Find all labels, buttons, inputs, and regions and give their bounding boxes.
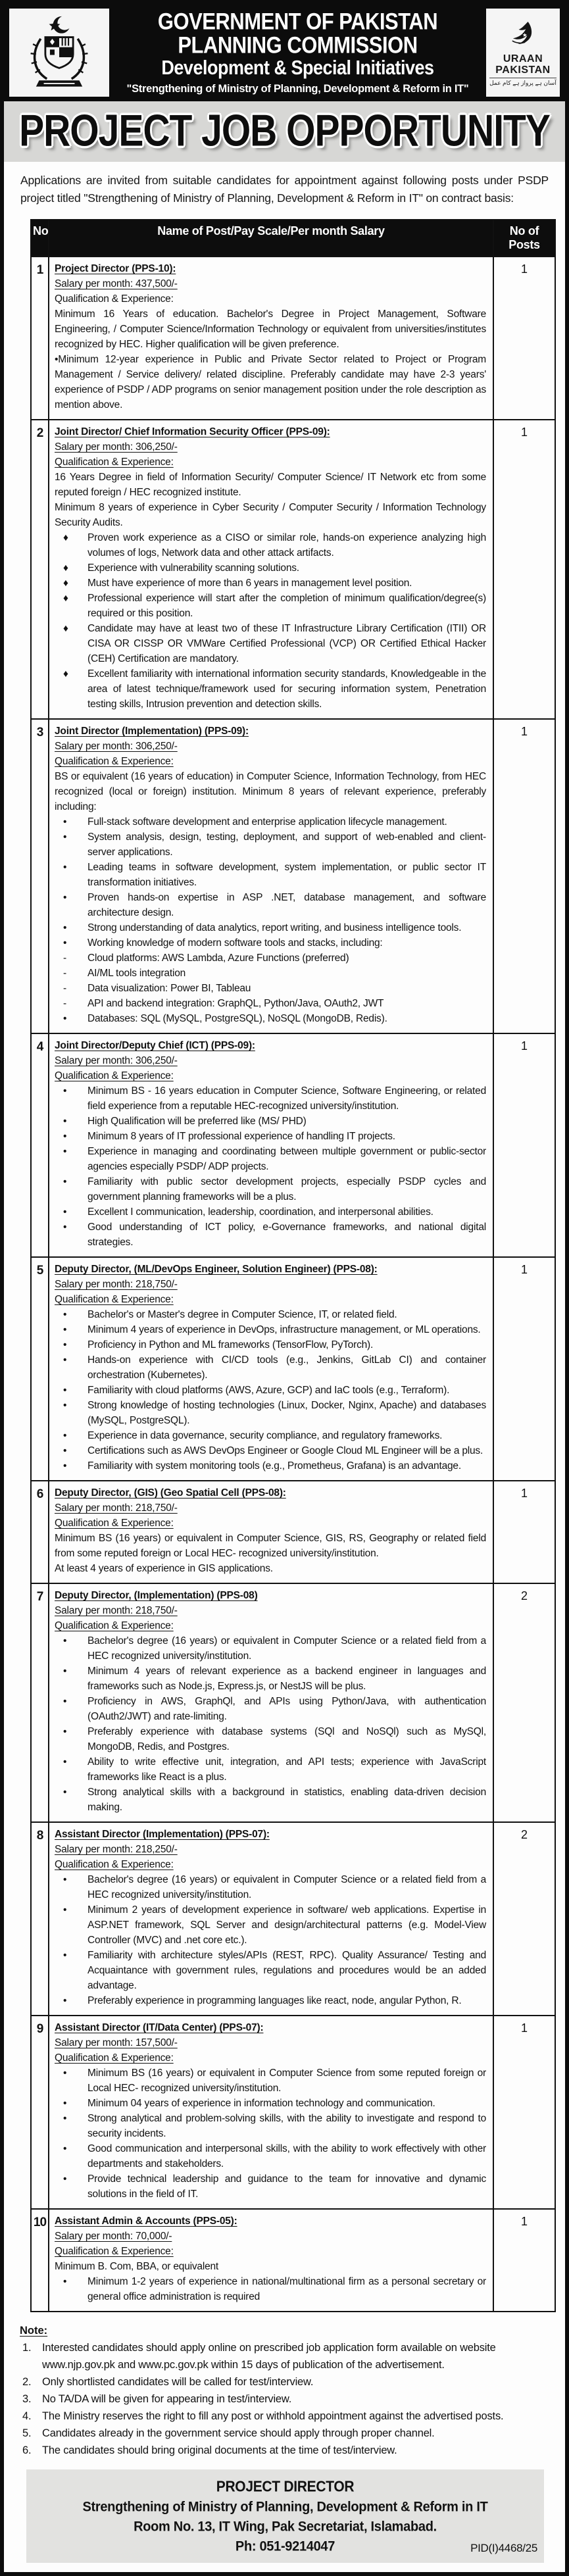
post-detail-line: - API and backend integration: GraphQL, Python/Java, OAuth2, JWT xyxy=(63,998,384,1009)
post-detail-line: • Preferably experience with database systems (SQl and NoSQl) such as MySQl, MongoDB, Redis, and Postgres. xyxy=(63,1726,486,1752)
notes-label: Note: xyxy=(20,2325,48,2337)
post-detail-line: • High Qualification will be preferred like (MS/ PHD) xyxy=(63,1116,307,1127)
post-detail-line: • Minimum BS (16 years) or equivalent in Computer Science from some reputed foreign or Local HEC- recognized university/institution. xyxy=(63,2068,486,2094)
uraan-bird-icon xyxy=(505,19,541,52)
note-item: 5. Candidates already in the government service should apply through proper channel. xyxy=(22,2427,435,2439)
post-number: 8 xyxy=(31,1822,49,2016)
post-lines xyxy=(55,2066,486,2202)
post-detail-line: • Familiarity with system monitoring tools (e.g., Prometheus, Grafana) is an advantage. xyxy=(63,1460,461,1472)
post-detail-line: • Proficiency in AWS, GraphQl, and APIs using Python/Java, with authentication (OAuth2/JWT) and rate-limiting. xyxy=(63,1696,486,1722)
post-title: Assistant Director (Implementation) (PPS-07): xyxy=(55,1829,270,1840)
post-qualification-label: Qualification & Experience: xyxy=(55,2052,174,2064)
post-count: 2 xyxy=(493,1583,555,1822)
post-salary: Salary per month: 306,250/- xyxy=(55,1055,178,1066)
post-qualification-label: Qualification & Experience: xyxy=(55,1620,174,1631)
footer-contact-box xyxy=(26,2469,544,2563)
post-number: 9 xyxy=(31,2016,49,2209)
project-title-line: "Strengthening of Ministry of Planning, Development & Reform in IT" xyxy=(126,83,469,95)
post-count: 1 xyxy=(493,1257,555,1481)
uraan-urdu-tagline: آسان ہے پرواز ہے کام عمل xyxy=(489,78,557,87)
post-detail-line: • Minimum 1-2 years of experience in national/multinational firm as a personal secretary or general office administration is required xyxy=(63,2276,486,2302)
posts-table xyxy=(30,219,556,2312)
post-details-cell xyxy=(49,420,493,719)
post-detail-line: • Hands-on experience with CI/CD tools (e.g., Jenkins, GitLab CI) and container orchestration (Kubernetes). xyxy=(63,1354,486,1381)
post-details-cell xyxy=(49,1033,493,1257)
post-count: 1 xyxy=(493,257,555,420)
post-detail-line: • Strong understanding of data analytics, report writing, and business intelligence tools. xyxy=(63,922,462,933)
post-lines xyxy=(55,769,486,1026)
pakistan-state-emblem-icon xyxy=(9,9,109,97)
post-details-cell xyxy=(49,1257,493,1481)
post-detail-line: • Minimum BS - 16 years education in Computer Science, Software Engineering, or related field experience from a reputable HEC-recognized university/institution. xyxy=(63,1085,486,1112)
post-row xyxy=(31,1033,555,1257)
post-number: 5 xyxy=(31,1257,49,1481)
post-number: 2 xyxy=(31,420,49,719)
post-details-cell xyxy=(49,2209,493,2312)
post-detail-line: • Provide technical leadership and guidance to the team for innovative and dynamic solutions in the field of IT. xyxy=(63,2173,486,2200)
post-detail-line: • Proven hands-on expertise in ASP .NET, database management, and software architecture design. xyxy=(63,892,486,918)
posts-table-header-row xyxy=(31,220,555,257)
post-title: Assistant Admin & Accounts (PPS-05): xyxy=(55,2216,237,2227)
post-details-cell xyxy=(49,1822,493,2016)
post-count: 2 xyxy=(493,1822,555,2016)
org-name-line2: PLANNING COMMISSION xyxy=(178,32,418,59)
post-detail-line: ♦ Proven work experience as a CISO or similar role, hands-on experience analyzing high volumes of logs, Network data and other attack artifacts. xyxy=(63,532,486,558)
post-details-cell xyxy=(49,1583,493,1822)
post-number: 6 xyxy=(31,1481,49,1583)
post-detail-line: • Certifications such as AWS DevOps Engineer or Google Cloud ML Engineer will be a plus. xyxy=(63,1445,483,1456)
post-salary: Salary per month: 157,500/- xyxy=(55,2037,178,2048)
post-detail-line: • Preferably experience in programming languages like react, node, angular Python, R. xyxy=(63,1995,462,2006)
post-qualification-label: Qualification & Experience: xyxy=(55,2246,174,2257)
post-detail-line: • Full-stack software development and enterprise application lifecycle management. xyxy=(63,816,447,828)
post-row xyxy=(31,420,555,719)
post-detail-line: • Bachelor's degree (16 years) or equivalent in Computer Science or a related field from a HEC recognized university/institution. xyxy=(63,1635,486,1662)
post-qualification-label: Qualification & Experience: xyxy=(55,293,174,305)
masthead-titles xyxy=(114,9,481,97)
post-salary: Salary per month: 306,250/- xyxy=(55,741,178,752)
post-detail-line: At least 4 years of experience in GIS applications. xyxy=(55,1563,273,1574)
post-title: Deputy Director, (ML/DevOps Engineer, Solution Engineer) (PPS-08): xyxy=(55,1264,378,1275)
footer-signatory: PROJECT DIRECTOR xyxy=(216,2479,355,2495)
post-number: 4 xyxy=(31,1033,49,1257)
intro-paragraph: Applications are invited from suitable candidates for appointment against following posts under PSDP project titled "Strengthening of Ministry of Planning, Development & Reform in IT" on contract basis: xyxy=(20,174,549,205)
post-salary: Salary per month: 218,750/- xyxy=(55,1279,178,1290)
post-lines xyxy=(55,1872,486,2008)
post-detail-line: • Familiarity with cloud platforms (AWS, Azure, GCP) and IaC tools (e.g., Terraform). xyxy=(63,1385,450,1396)
post-detail-line: ♦ Candidate may have at least two of these IT Infrastructure Library Certification (ITII) OR CISA OR CISSP OR VMWare Certified Professional (VCP) OR Certified Ethical Hacker (CEH) Certification are mandatory. xyxy=(63,623,486,664)
post-detail-line: • Excellent I communication, leadership, coordination, and interpersonal abilities. xyxy=(63,1206,433,1218)
post-row xyxy=(31,2209,555,2312)
post-qualification-label: Qualification & Experience: xyxy=(55,1518,174,1529)
post-detail-line: ♦ Experience with vulnerability scanning solutions. xyxy=(63,562,299,574)
uraan-pakistan-logo xyxy=(486,9,560,97)
post-detail-line: • Bachelor's degree (16 years) or equivalent in Computer Science or a related field from a HEC recognized university/institution. xyxy=(63,1874,486,1900)
post-details-cell xyxy=(49,2016,493,2209)
post-number: 1 xyxy=(31,257,49,420)
post-salary: Salary per month: 218,750/- xyxy=(55,1502,178,1514)
notes-section xyxy=(4,2316,565,2459)
title-band xyxy=(4,101,565,162)
org-dept-line: Development & Special Initiatives xyxy=(161,57,434,79)
post-count: 1 xyxy=(493,420,555,719)
post-salary: Salary per month: 70,000/- xyxy=(55,2231,172,2242)
post-count: 1 xyxy=(493,1033,555,1257)
post-lines xyxy=(55,1083,486,1250)
post-number: 3 xyxy=(31,719,49,1033)
post-salary: Salary per month: 437,500/- xyxy=(55,278,178,289)
post-details-cell xyxy=(49,1481,493,1583)
post-title: Joint Director (Implementation) (PPS-09): xyxy=(55,726,249,737)
post-row xyxy=(31,719,555,1033)
post-detail-line: • Working knowledge of modern software tools and stacks, including: xyxy=(63,937,383,949)
post-detail-line: • Familiarity with architecture styles/APIs (REST, RPC). Quality Assurance/ Testing and Acquaintance with government rules, regulations and procedures would be an added advantage. xyxy=(63,1950,486,1991)
post-salary: Salary per month: 218,750/- xyxy=(55,1605,178,1616)
post-number: 10 xyxy=(31,2209,49,2312)
post-qualification-label: Qualification & Experience: xyxy=(55,1859,174,1870)
post-lines xyxy=(55,1531,486,1576)
footer-address: Room No. 13, IT Wing, Pak Secretariat, Islamabad. xyxy=(134,2519,437,2535)
post-row xyxy=(31,1583,555,1822)
masthead xyxy=(4,4,565,101)
post-title: Assistant Director (IT/Data Center) (PPS-07): xyxy=(55,2022,264,2033)
post-detail-line: Minimum 16 Years of education. Bachelor's Degree in Project Management, Software Engineering, / Computer Science/Information Technology or equivalent from universities/institutes recognized by HEC. Higher qualification will be given preference. xyxy=(55,309,486,350)
post-details-cell xyxy=(49,257,493,420)
post-lines xyxy=(55,1307,486,1474)
post-row xyxy=(31,1822,555,2016)
note-item: 3. No TA/DA will be given for appearing in test/interview. xyxy=(22,2393,292,2405)
footer-project-name: Strengthening of Ministry of Planning, Development & Reform in IT xyxy=(82,2499,488,2515)
col-header-posts: No of Posts xyxy=(493,220,555,257)
note-item: 1. Interested candidates should apply online on prescribed job application form available on website www.njp.gov.pk and www.pc.gov.pk within 15 days of publication of the advertisement. xyxy=(22,2342,496,2371)
uraan-logo-word2: PAKISTAN xyxy=(495,64,551,76)
post-detail-line: ♦ Must have experience of more than 6 years in management level position. xyxy=(63,578,412,589)
post-row xyxy=(31,1481,555,1583)
post-lines xyxy=(55,307,486,412)
post-title: Deputy Director, (Implementation) (PPS-08) xyxy=(55,1590,258,1601)
post-detail-line: • Good understanding of ICT policy, e-Governance frameworks, and national digital strategies. xyxy=(63,1222,486,1248)
post-detail-line: • System analysis, design, testing, deployment, and support of web-enabled and client-server applications. xyxy=(63,831,486,858)
note-item: 2. Only shortlisted candidates will be called for test/interview. xyxy=(22,2376,314,2388)
post-count: 1 xyxy=(493,2209,555,2312)
footer-phone: Ph: 051-9214047 xyxy=(235,2539,335,2554)
post-number: 7 xyxy=(31,1583,49,1822)
col-header-no: No xyxy=(31,220,49,257)
uraan-logo-word1: URAAN xyxy=(503,53,543,64)
post-detail-line: • Leading teams in software development, system implementation, or public sector IT transformation initiatives. xyxy=(63,862,486,888)
post-detail-line: • Experience in data governance, security compliance, and regulatory frameworks. xyxy=(63,1430,443,1441)
post-count: 1 xyxy=(493,1481,555,1583)
note-item: 6. The candidates should bring original documents at the time of test/interview. xyxy=(22,2444,397,2456)
post-salary: Salary per month: 306,250/- xyxy=(55,441,178,453)
post-detail-line: • Good communication and interpersonal skills, with the ability to work effectively with other departments and stakeholders. xyxy=(63,2143,486,2169)
post-qualification-label: Qualification & Experience: xyxy=(55,1294,174,1305)
post-qualification-label: Qualification & Experience: xyxy=(55,756,174,767)
post-row xyxy=(31,1257,555,1481)
post-detail-line: • Proficiency in Python and ML frameworks (TensorFlow, PyTorch). xyxy=(63,1339,374,1350)
post-detail-line: BS or equivalent (16 years of education) in Computer Science, Information Technology, from HEC recognized (local or foreign) institution. Minimum 8 years of relevant experience, preferably including: xyxy=(55,771,486,812)
post-lines xyxy=(55,470,486,712)
post-detail-line: ♦ Professional experience will start after the completion of minimum qualification/degree(s) required or this position. xyxy=(63,593,486,619)
post-title: Joint Director/Deputy Chief (ICT) (PPS-09): xyxy=(55,1040,255,1051)
post-title: Deputy Director, (GIS) (Geo Spatial Cell (PPS-08): xyxy=(55,1487,286,1499)
post-detail-line: • Bachelor's or Master's degree in Computer Science, IT, or related field. xyxy=(63,1309,397,1320)
notes-list xyxy=(20,2339,548,2459)
post-detail-line: - Data visualization: Power BI, Tableau xyxy=(63,983,251,994)
post-detail-line: • Ability to write effective unit, integration, and API tests; experience with JavaScript frameworks like React is a plus. xyxy=(63,1756,486,1783)
post-detail-line: • Minimum 4 years of relevant experience as a backend engineer in languages and frameworks such as Node.js, Express.js, or NestJS will be plus. xyxy=(63,1666,486,1692)
page-title: PROJECT JOB OPPORTUNITY xyxy=(19,106,550,156)
post-detail-line: • Strong analytical skills with a background in statistics, enabling data-driven decision making. xyxy=(63,1787,486,1813)
col-header-name: Name of Post/Pay Scale/Per month Salary xyxy=(49,220,493,257)
post-detail-line: Minimum 8 years of experience in Cyber Security / Computer Security / Information Technology Security Audits. xyxy=(55,502,486,528)
footer-pid-number: PID(I)4468/25 xyxy=(470,2542,537,2554)
post-detail-line: • Strong analytical and problem-solving skills, with the ability to investigate and respond to security incidents. xyxy=(63,2113,486,2139)
post-detail-line: • Experience in managing and coordinating between multiple government or public-sector agencies especially PSDP/ ADP projects. xyxy=(63,1146,486,1172)
post-count: 1 xyxy=(493,2016,555,2209)
post-detail-line: - AI/ML tools integration xyxy=(63,968,186,979)
post-qualification-label: Qualification & Experience: xyxy=(55,1070,174,1081)
post-count: 1 xyxy=(493,719,555,1033)
post-lines xyxy=(55,2259,486,2304)
post-detail-line: • Minimum 4 years of experience in DevOps, infrastructure management, or ML operations. xyxy=(63,1324,481,1335)
posts-table-body xyxy=(31,257,555,2312)
post-salary: Salary per month: 218,250/- xyxy=(55,1844,178,1855)
post-detail-line: 16 Years Degree in field of Information Security/ Computer Science/ IT Network etc from some reputed foreign / HEC recognized institute. xyxy=(55,472,486,498)
post-detail-line: • Familiarity with public sector development projects, especially PSDP cycles and government planning frameworks will be a plus. xyxy=(63,1176,486,1202)
post-qualification-label: Qualification & Experience: xyxy=(55,457,174,468)
post-lines xyxy=(55,1633,486,1815)
post-detail-line: • Strong knowledge of hosting technologies (Linux, Docker, Nginx, Apache) and databases (MySQL, PostgreSQL). xyxy=(63,1400,486,1426)
post-detail-line: ♦ Excellent familiarity with international information security standards, Knowledgeable in the area of latest technique/framework used for securing information system, Penetration testing skills, Intrusion prevention and detection skills. xyxy=(63,668,486,710)
post-row xyxy=(31,257,555,420)
post-title: Joint Director/ Chief Information Security Officer (PPS-09): xyxy=(55,426,330,437)
post-detail-line: • Minimum 04 years of experience in information technology and communication. xyxy=(63,2098,435,2109)
post-detail-line: Minimum B. Com, BBA, or equivalent xyxy=(55,2261,219,2272)
note-item: 4. The Ministry reserves the right to fill any post or withhold appointment against the advertised posts. xyxy=(22,2410,504,2422)
post-detail-line: • Minimum 8 years of IT professional experience of handling IT projects. xyxy=(63,1131,395,1142)
post-details-cell xyxy=(49,719,493,1033)
post-row xyxy=(31,2016,555,2209)
org-name-line1: GOVERNMENT OF PAKISTAN xyxy=(157,8,438,35)
post-detail-line: - Cloud platforms: AWS Lambda, Azure Functions (preferred) xyxy=(63,953,349,964)
post-detail-line: Minimum BS (16 years) or equivalent in Computer Science, GIS, RS, Geography or related field from some reputed foreign or Local HEC- recognized university/institution. xyxy=(55,1533,486,1559)
post-detail-line: • Databases: SQL (MySQL, PostgreSQL), NoSQL (MongoDB, Redis). xyxy=(63,1013,387,1024)
post-detail-line: • Minimum 2 years of development experience in software/ web applications. Expertise in ASP.NET framework, SQL Server and design/architectural patterns (e.g. Model-View Controller (MVC) and .net core etc.). xyxy=(63,1904,486,1946)
post-title: Project Director (PPS-10): xyxy=(55,263,176,274)
post-detail-line: •Minimum 12-year experience in Public and Private Sector related to Project or Program Management / Service delivery/ related discipline. Preferably candidate may have 2-3 years' experience of PSDP / ADP programs on senior management position under the role description as mention above. xyxy=(55,354,486,410)
